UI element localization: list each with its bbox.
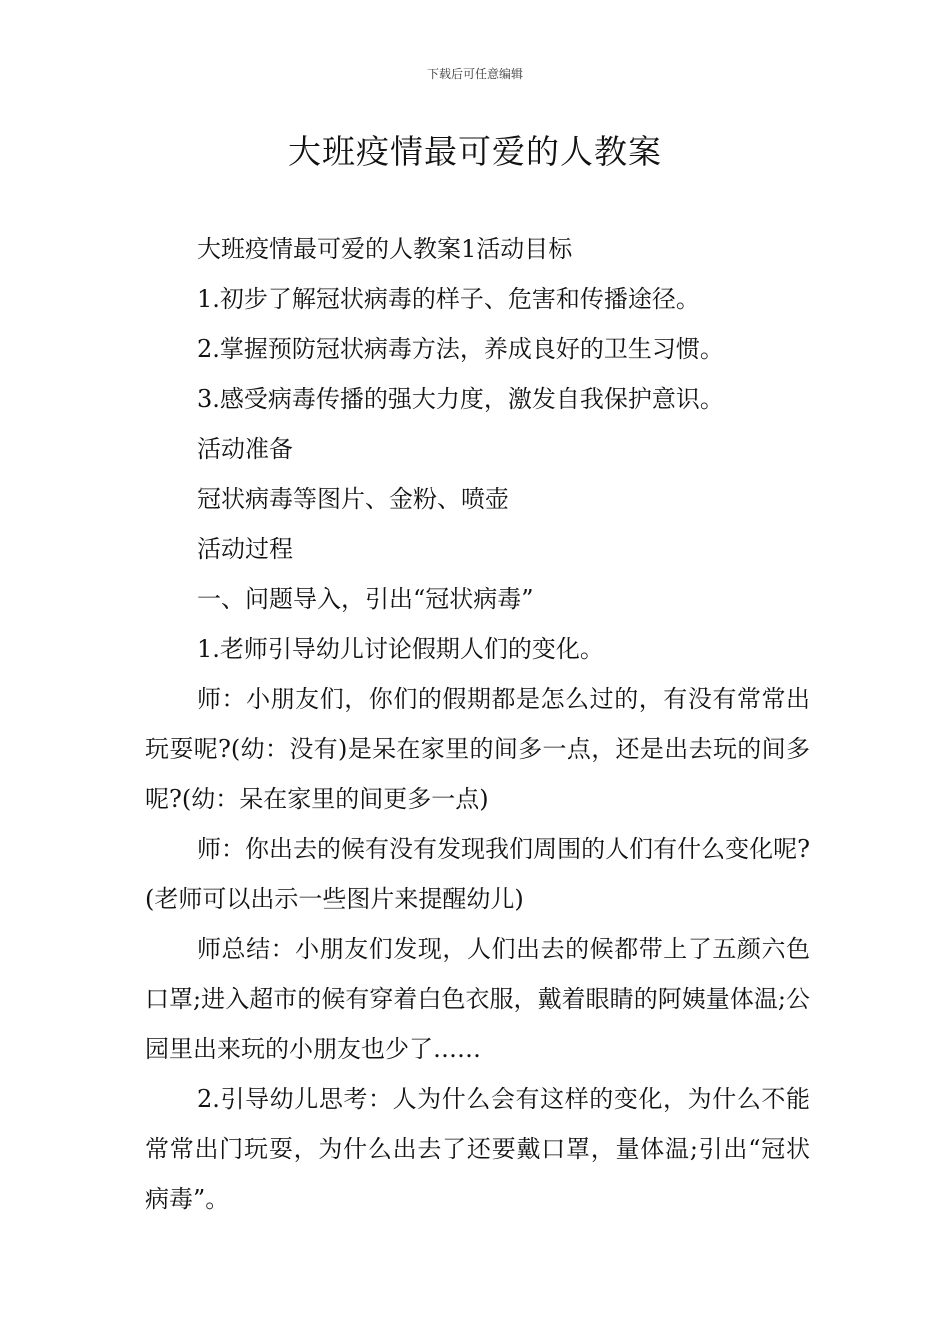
paragraph-section-heading: 大班疫情最可爱的人教案1活动目标 bbox=[197, 235, 573, 263]
paragraph-goal-2: 2.掌握预防冠状病毒方法，养成良好的卫生习惯。 bbox=[197, 335, 724, 363]
paragraph-preparation-items: 冠状病毒等图片、金粉、喷壶 bbox=[197, 485, 509, 513]
document-body bbox=[145, 224, 810, 1224]
paragraph-teacher-summary: 师总结：小朋友们发现，人们出去的候都带上了五颜六色口罩;进入超市的候有穿着白色衣服，戴着眼睛的阿姨量体温;公园里出来玩的小朋友也少了…… bbox=[145, 935, 810, 1063]
paragraph-teacher-question-2: 师：你出去的候有没有发现我们周围的人们有什么变化呢?(老师可以出示一些图片来提醒幼儿) bbox=[145, 835, 810, 913]
paragraph-teacher-question-1: 师：小朋友们，你们的假期都是怎么过的，有没有常常出玩耍呢?(幼：没有)是呆在家里的间多一点，还是出去玩的间多呢?(幼：呆在家里的间更多一点) bbox=[145, 685, 810, 813]
paragraph-step-one-1: 1.老师引导幼儿讨论假期人们的变化。 bbox=[197, 635, 604, 663]
document-title: 大班疫情最可爱的人教案 bbox=[288, 132, 662, 171]
paragraph-step-one-2: 2.引导幼儿思考：人为什么会有这样的变化，为什么不能常常出门玩耍，为什么出去了还要戴口罩，量体温;引出“冠状病毒”。 bbox=[145, 1085, 810, 1213]
paragraph-goal-1: 1.初步了解冠状病毒的样子、危害和传播途径。 bbox=[197, 285, 700, 313]
paragraph-step-one: 一、问题导入，引出“冠状病毒” bbox=[197, 585, 534, 613]
paragraph-preparation-heading: 活动准备 bbox=[197, 435, 293, 463]
paragraph-process-heading: 活动过程 bbox=[197, 535, 293, 563]
paragraph-goal-3: 3.感受病毒传播的强大力度，激发自我保护意识。 bbox=[197, 385, 724, 413]
header-note: 下载后可任意编辑 bbox=[426, 67, 523, 81]
